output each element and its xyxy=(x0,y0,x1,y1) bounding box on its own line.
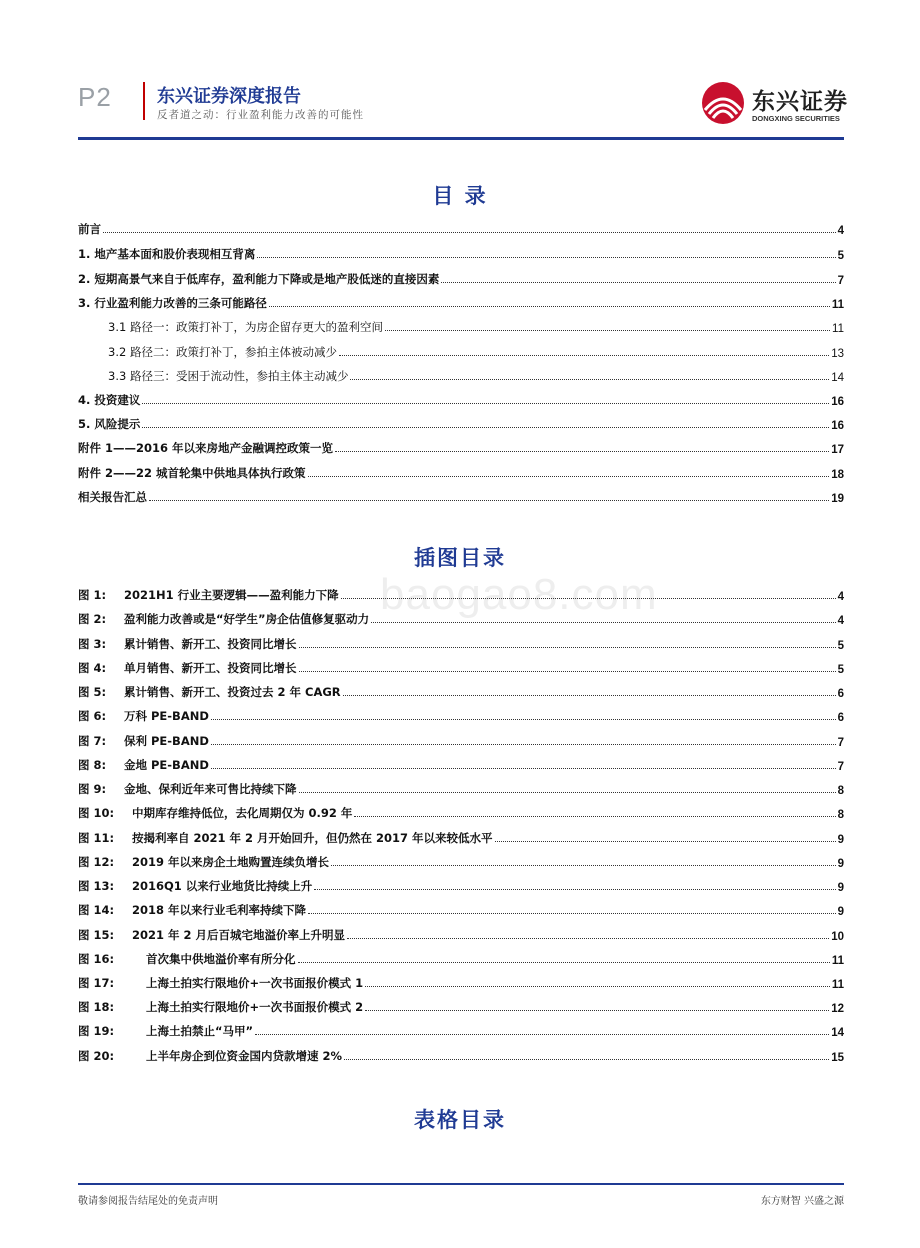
figure-number: 图 7: xyxy=(78,734,107,748)
toc-item[interactable] xyxy=(78,414,844,432)
logo-text-en: DONGXING SECURITIES xyxy=(752,114,840,123)
toc-item-label: 5. 风险提示 xyxy=(78,417,141,431)
figure-page: 15 xyxy=(831,1052,844,1064)
toc-item-label: 附件 2——22 城首轮集中供地具体执行政策 xyxy=(78,466,306,480)
leader-dots xyxy=(299,671,836,672)
header-rule xyxy=(78,137,844,140)
toc-item[interactable] xyxy=(78,244,844,262)
figure-page: 9 xyxy=(837,834,844,846)
leader-dots xyxy=(103,232,836,233)
leader-dots xyxy=(441,282,835,283)
figure-number: 图 3: xyxy=(78,637,107,651)
leader-dots xyxy=(142,403,829,404)
company-logo xyxy=(700,80,850,128)
leader-dots xyxy=(255,1034,829,1035)
toc-item-label: 附件 1——2016 年以来房地产金融调控政策一览 xyxy=(78,441,334,455)
toc-item-page: 19 xyxy=(831,493,844,505)
leader-dots xyxy=(339,355,829,356)
figure-item[interactable] xyxy=(78,949,844,967)
leader-dots xyxy=(149,500,829,501)
figure-page: 9 xyxy=(837,882,844,894)
figure-label: 上海土拍实行限地价+一次书面报价模式 1 xyxy=(146,976,364,990)
figure-item[interactable] xyxy=(78,755,844,773)
figure-number: 图 16: xyxy=(78,952,115,966)
report-header xyxy=(0,0,920,140)
figure-item[interactable] xyxy=(78,925,844,943)
leader-dots xyxy=(354,816,835,817)
figure-label: 累计销售、新开工、投资过去 2 年 CAGR xyxy=(124,685,341,699)
figure-label: 累计销售、新开工、投资同比增长 xyxy=(124,637,297,651)
figure-number: 图 2: xyxy=(78,612,107,626)
toc-subitem[interactable] xyxy=(108,366,844,384)
toc-item-label: 3. 行业盈利能力改善的三条可能路径 xyxy=(78,296,267,310)
figure-page: 9 xyxy=(837,858,844,870)
toc-item[interactable] xyxy=(78,390,844,408)
logo-text-cn: 东兴证券 xyxy=(752,89,848,115)
figure-item[interactable] xyxy=(78,876,844,894)
leader-dots xyxy=(299,792,836,793)
toc-item[interactable] xyxy=(78,219,844,237)
figure-item[interactable] xyxy=(78,706,844,724)
figure-label: 首次集中供地溢价率有所分化 xyxy=(146,952,296,966)
toc-subitem[interactable] xyxy=(108,317,844,335)
toc-item-page: 16 xyxy=(831,396,844,408)
leader-dots xyxy=(343,695,836,696)
figure-item[interactable] xyxy=(78,997,844,1015)
toc-item-page: 5 xyxy=(837,250,844,262)
toc-item-page: 14 xyxy=(831,372,844,384)
leader-dots xyxy=(347,938,829,939)
figure-page: 12 xyxy=(831,1003,844,1015)
figures-title: 插图目录 xyxy=(414,546,506,570)
leader-dots xyxy=(385,330,830,331)
figure-item[interactable] xyxy=(78,1046,844,1064)
toc-item-label: 2. 短期高景气来自于低库存，盈利能力下降或是地产股低迷的直接因素 xyxy=(78,272,440,286)
figure-item[interactable] xyxy=(78,973,844,991)
leader-dots xyxy=(211,744,836,745)
figure-number: 图 4: xyxy=(78,661,107,675)
figure-item[interactable] xyxy=(78,900,844,918)
figure-page: 5 xyxy=(837,640,844,652)
leader-dots xyxy=(298,962,830,963)
toc-item-label: 3.3 路径三：受困于流动性，参拍主体主动减少 xyxy=(108,369,349,383)
figure-page: 4 xyxy=(837,591,844,603)
page-label: P2 xyxy=(78,82,112,112)
figure-page: 4 xyxy=(837,615,844,627)
figure-item[interactable] xyxy=(78,634,844,652)
toc-item-label: 1. 地产基本面和股价表现相互背离 xyxy=(78,247,256,261)
figure-page: 6 xyxy=(837,712,844,724)
leader-dots xyxy=(314,889,835,890)
toc-subitem[interactable] xyxy=(108,342,844,360)
leader-dots xyxy=(365,1010,829,1011)
toc-item[interactable] xyxy=(78,293,844,311)
figure-number: 图 15: xyxy=(78,928,115,942)
figure-label: 万科 PE-BAND xyxy=(124,709,209,723)
leader-dots xyxy=(257,257,835,258)
report-subtitle: 反者道之动：行业盈利能力改善的可能性 xyxy=(157,109,364,121)
figure-number: 图 8: xyxy=(78,758,107,772)
figure-number: 图 20: xyxy=(78,1049,115,1063)
figure-item[interactable] xyxy=(78,1021,844,1039)
figure-label: 中期库存维持低位，去化周期仅为 0.92 年 xyxy=(132,806,353,820)
toc-item-page: 11 xyxy=(831,299,844,311)
figure-number: 图 18: xyxy=(78,1000,115,1014)
leader-dots xyxy=(211,719,836,720)
toc-item-label: 3.2 路径二：政策打补丁，参拍主体被动减少 xyxy=(108,345,337,359)
toc-item-page: 13 xyxy=(831,348,844,360)
toc-item[interactable] xyxy=(78,463,844,481)
toc-item-page: 17 xyxy=(831,444,844,456)
figure-number: 图 12: xyxy=(78,855,115,869)
figure-label: 2021H1 行业主要逻辑——盈利能力下降 xyxy=(124,588,339,602)
toc-item[interactable] xyxy=(78,487,844,505)
figure-item[interactable] xyxy=(78,658,844,676)
report-title: 东兴证券深度报告 xyxy=(157,86,301,107)
figure-number: 图 1: xyxy=(78,588,107,602)
figure-label: 上海土拍实行限地价+一次书面报价模式 2 xyxy=(146,1000,364,1014)
figure-label: 上半年房企到位资金国内贷款增速 2% xyxy=(146,1049,343,1063)
figure-item[interactable] xyxy=(78,852,844,870)
figure-number: 图 17: xyxy=(78,976,115,990)
figure-page: 11 xyxy=(831,979,844,991)
toc-item-page: 16 xyxy=(831,420,844,432)
leader-dots xyxy=(350,379,829,380)
tables-title: 表格目录 xyxy=(414,1108,506,1132)
leader-dots xyxy=(365,986,830,987)
figure-item[interactable] xyxy=(78,731,844,749)
leader-dots xyxy=(331,865,836,866)
footer-rule xyxy=(78,1183,844,1185)
figure-page: 11 xyxy=(831,955,844,967)
figure-number: 图 14: xyxy=(78,903,115,917)
footer-slogan: 东方财智 兴盛之源 xyxy=(760,1196,844,1207)
toc-item-page: 4 xyxy=(837,225,844,237)
figure-page: 9 xyxy=(837,906,844,918)
toc-item-page: 18 xyxy=(831,469,844,481)
figure-label: 保利 PE-BAND xyxy=(124,734,209,748)
leader-dots xyxy=(344,1059,829,1060)
figure-label: 2018 年以来行业毛利率持续下降 xyxy=(132,903,307,917)
logo-mark-icon xyxy=(700,80,746,126)
figure-page: 6 xyxy=(837,688,844,700)
figure-number: 图 19: xyxy=(78,1024,115,1038)
footer-disclaimer: 敬请参阅报告结尾处的免责声明 xyxy=(78,1196,218,1207)
leader-dots xyxy=(269,306,830,307)
figure-page: 7 xyxy=(837,737,844,749)
figure-page: 10 xyxy=(831,931,844,943)
toc-item[interactable] xyxy=(78,269,844,287)
figure-label: 2021 年 2 月后百城宅地溢价率上升明显 xyxy=(132,928,346,942)
toc-item-label: 前言 xyxy=(78,222,101,236)
figure-page: 5 xyxy=(837,664,844,676)
figure-item[interactable] xyxy=(78,682,844,700)
figure-number: 图 9: xyxy=(78,782,107,796)
figure-label: 2016Q1 以来行业地货比持续上升 xyxy=(132,879,313,893)
leader-dots xyxy=(371,622,835,623)
toc-item-page: 11 xyxy=(832,323,844,335)
toc-title: 目 录 xyxy=(432,184,488,208)
figure-label: 2019 年以来房企土地购置连续负增长 xyxy=(132,855,330,869)
figure-number: 图 13: xyxy=(78,879,115,893)
figure-label: 盈利能力改善或是“好学生”房企估值修复驱动力 xyxy=(124,612,370,626)
figure-page: 7 xyxy=(837,761,844,773)
figure-label: 单月销售、新开工、投资同比增长 xyxy=(124,661,297,675)
toc-item-label: 3.1 路径一：政策打补丁，为房企留存更大的盈利空间 xyxy=(108,320,383,334)
figure-label: 上海土拍禁止“马甲” xyxy=(146,1024,254,1038)
leader-dots xyxy=(335,451,829,452)
toc-item[interactable] xyxy=(78,438,844,456)
figure-number: 图 6: xyxy=(78,709,107,723)
leader-dots xyxy=(299,647,836,648)
toc-item-label: 4. 投资建议 xyxy=(78,393,141,407)
header-divider xyxy=(143,82,145,120)
figure-item[interactable] xyxy=(78,779,844,797)
figure-number: 图 11: xyxy=(78,831,115,845)
watermark: baogao8.com xyxy=(380,570,658,619)
figure-label: 按揭利率自 2021 年 2 月开始回升，但仍然在 2017 年以来较低水平 xyxy=(132,831,493,845)
figure-number: 图 5: xyxy=(78,685,107,699)
figure-item[interactable] xyxy=(78,803,844,821)
toc-item-label: 相关报告汇总 xyxy=(78,490,147,504)
figure-label: 金地、保利近年来可售比持续下降 xyxy=(124,782,297,796)
leader-dots xyxy=(211,768,836,769)
figure-page: 14 xyxy=(831,1027,844,1039)
figure-label: 金地 PE-BAND xyxy=(124,758,209,772)
figure-item[interactable] xyxy=(78,828,844,846)
leader-dots xyxy=(142,427,829,428)
leader-dots xyxy=(308,913,836,914)
toc-item-page: 7 xyxy=(837,275,844,287)
figure-page: 8 xyxy=(837,785,844,797)
leader-dots xyxy=(495,841,836,842)
leader-dots xyxy=(308,476,830,477)
figure-page: 8 xyxy=(837,809,844,821)
figure-number: 图 10: xyxy=(78,806,115,820)
